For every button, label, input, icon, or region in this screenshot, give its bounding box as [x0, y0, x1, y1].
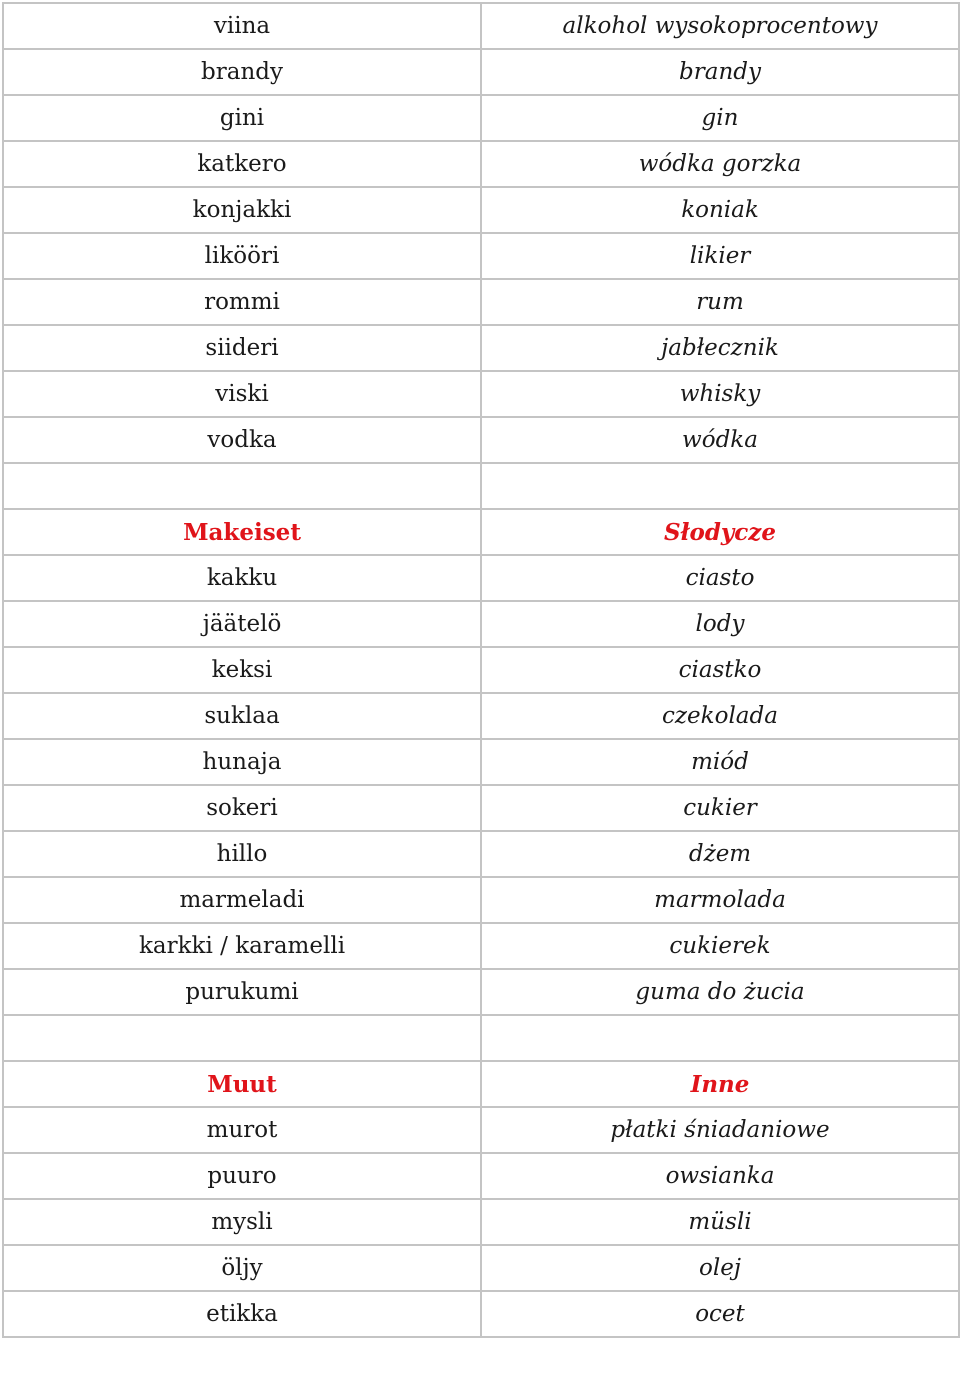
finnish-word: kakku	[3, 555, 481, 601]
polish-word: miód	[481, 739, 959, 785]
polish-word: whisky	[481, 371, 959, 417]
vocabulary-row	[3, 877, 959, 923]
vocabulary-row	[3, 187, 959, 233]
finnish-word: marmeladi	[3, 877, 481, 923]
vocabulary-table-body	[3, 3, 959, 1337]
finnish-word: rommi	[3, 279, 481, 325]
polish-word: cukier	[481, 785, 959, 831]
vocabulary-row	[3, 49, 959, 95]
polish-word: alkohol wysokoprocentowy	[481, 3, 959, 49]
empty-cell	[481, 463, 959, 509]
empty-cell	[481, 1015, 959, 1061]
polish-word: wódka gorzka	[481, 141, 959, 187]
polish-word: koniak	[481, 187, 959, 233]
polish-word: dżem	[481, 831, 959, 877]
polish-word: müsli	[481, 1199, 959, 1245]
vocabulary-row	[3, 95, 959, 141]
polish-word: ciasto	[481, 555, 959, 601]
polish-word: ocet	[481, 1291, 959, 1337]
section-header-row	[3, 1061, 959, 1107]
polish-word: owsianka	[481, 1153, 959, 1199]
finnish-word: siideri	[3, 325, 481, 371]
finnish-word: öljy	[3, 1245, 481, 1291]
finnish-word: hillo	[3, 831, 481, 877]
vocabulary-row	[3, 601, 959, 647]
polish-section-heading: Inne	[481, 1061, 959, 1107]
finnish-word: jäätelö	[3, 601, 481, 647]
polish-word: lody	[481, 601, 959, 647]
vocabulary-row	[3, 325, 959, 371]
polish-word: guma do żucia	[481, 969, 959, 1015]
section-spacer-row	[3, 463, 959, 509]
finnish-word: gini	[3, 95, 481, 141]
finnish-word: puuro	[3, 1153, 481, 1199]
vocabulary-row	[3, 923, 959, 969]
vocabulary-row	[3, 647, 959, 693]
finnish-word: purukumi	[3, 969, 481, 1015]
section-spacer-row	[3, 1015, 959, 1061]
polish-word: gin	[481, 95, 959, 141]
vocabulary-row	[3, 1199, 959, 1245]
vocabulary-row	[3, 969, 959, 1015]
finnish-word: hunaja	[3, 739, 481, 785]
finnish-word: suklaa	[3, 693, 481, 739]
finnish-word: katkero	[3, 141, 481, 187]
vocabulary-row	[3, 3, 959, 49]
vocabulary-row	[3, 693, 959, 739]
finnish-word: etikka	[3, 1291, 481, 1337]
vocabulary-row	[3, 1245, 959, 1291]
finnish-word: sokeri	[3, 785, 481, 831]
vocabulary-row	[3, 739, 959, 785]
vocabulary-row	[3, 233, 959, 279]
vocabulary-row	[3, 371, 959, 417]
finnish-word: keksi	[3, 647, 481, 693]
polish-section-heading: Słodycze	[481, 509, 959, 555]
vocabulary-row	[3, 555, 959, 601]
vocabulary-row	[3, 1107, 959, 1153]
vocabulary-row	[3, 279, 959, 325]
finnish-word: likööri	[3, 233, 481, 279]
polish-word: cukierek	[481, 923, 959, 969]
vocabulary-row	[3, 1291, 959, 1337]
polish-word: ciastko	[481, 647, 959, 693]
polish-word: marmolada	[481, 877, 959, 923]
polish-word: jabłecznik	[481, 325, 959, 371]
finnish-word: brandy	[3, 49, 481, 95]
polish-word: olej	[481, 1245, 959, 1291]
finnish-word: viina	[3, 3, 481, 49]
polish-word: czekolada	[481, 693, 959, 739]
finnish-word: viski	[3, 371, 481, 417]
vocabulary-row	[3, 141, 959, 187]
finnish-word: mysli	[3, 1199, 481, 1245]
finnish-word: murot	[3, 1107, 481, 1153]
empty-cell	[3, 463, 481, 509]
polish-word: likier	[481, 233, 959, 279]
polish-word: płatki śniadaniowe	[481, 1107, 959, 1153]
vocabulary-row	[3, 417, 959, 463]
section-header-row	[3, 509, 959, 555]
finnish-word: konjakki	[3, 187, 481, 233]
empty-cell	[3, 1015, 481, 1061]
vocabulary-row	[3, 1153, 959, 1199]
finnish-section-heading: Makeiset	[3, 509, 481, 555]
polish-word: wódka	[481, 417, 959, 463]
finnish-word: karkki / karamelli	[3, 923, 481, 969]
polish-word: rum	[481, 279, 959, 325]
finnish-word: vodka	[3, 417, 481, 463]
vocabulary-table	[2, 2, 960, 1338]
polish-word: brandy	[481, 49, 959, 95]
finnish-section-heading: Muut	[3, 1061, 481, 1107]
vocabulary-row	[3, 785, 959, 831]
vocabulary-row	[3, 831, 959, 877]
